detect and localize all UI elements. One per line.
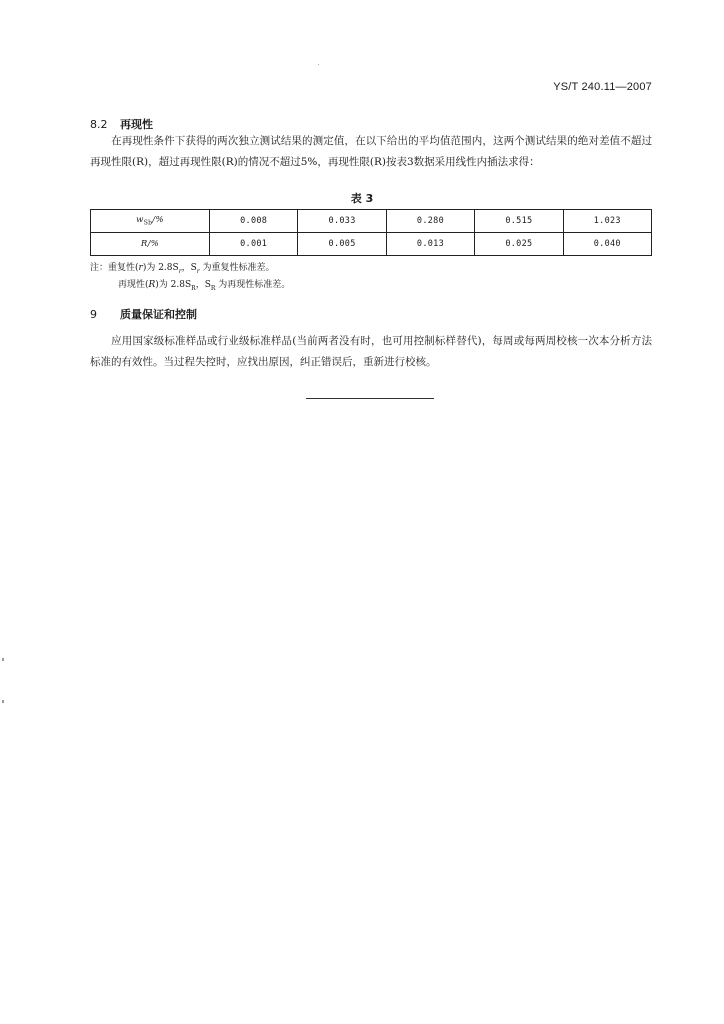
- scan-speck: [318, 64, 319, 65]
- table-cell: 0.280: [386, 210, 474, 233]
- reproducibility-table: [90, 209, 652, 256]
- row-header-r: R/%: [91, 233, 210, 256]
- table-cell: 0.008: [210, 210, 298, 233]
- table-cell: 0.040: [563, 233, 651, 256]
- section-8-2-heading: [90, 116, 153, 132]
- section-title: 质量保证和控制: [120, 308, 197, 321]
- scan-edge-mark: [2, 658, 4, 661]
- paragraph-text: 在再现性条件下获得的两次独立测试结果的测定值，在以下给出的平均值范围内，这两个测试结果的绝对差值不超过再现性限(R)，超过再现性限(R)的情况不超过5%，再现性限(R)按表3数据采用线性内插法求得：: [90, 135, 652, 168]
- section-8-2-paragraph: [90, 131, 652, 173]
- section-9-paragraph: [90, 331, 652, 373]
- table-note-1: 注：重复性(r)为 $2.8S_r$，$S_r$ 为重复性标准差。: [90, 263, 275, 275]
- table-cell: 0.033: [298, 210, 386, 233]
- table-cell: 0.515: [475, 210, 563, 233]
- end-rule: [306, 398, 434, 399]
- table-cell: 1.023: [563, 210, 651, 233]
- row-header-wsb: $w_{Sb}/\%$: [91, 210, 210, 233]
- table-cell: 0.005: [298, 233, 386, 256]
- table-caption: 表 3: [350, 192, 374, 205]
- scan-edge-mark: [2, 700, 4, 703]
- section-title: 再现性: [120, 118, 153, 131]
- section-number: 9: [90, 308, 97, 321]
- section-9-heading: [90, 306, 197, 322]
- table-cell: 0.025: [475, 233, 563, 256]
- table-cell: 0.013: [386, 233, 474, 256]
- section-number: 8.2: [90, 118, 108, 131]
- table-cell: 0.001: [210, 233, 298, 256]
- standard-code: YS/T 240.11—2007: [553, 81, 652, 93]
- table-row: [91, 233, 652, 256]
- table-row: [91, 210, 652, 233]
- paragraph-text: 应用国家级标准样品或行业级标准样品(当前两者没有时，也可用控制标样替代)，每周或每两周校核一次本分析方法标准的有效性。当过程失控时，应找出原因，纠正错误后，重新进行校核。: [90, 335, 652, 368]
- table-note-2: 再现性(R)为 $2.8S_R$，$S_R$ 为再现性标准差。: [118, 280, 291, 292]
